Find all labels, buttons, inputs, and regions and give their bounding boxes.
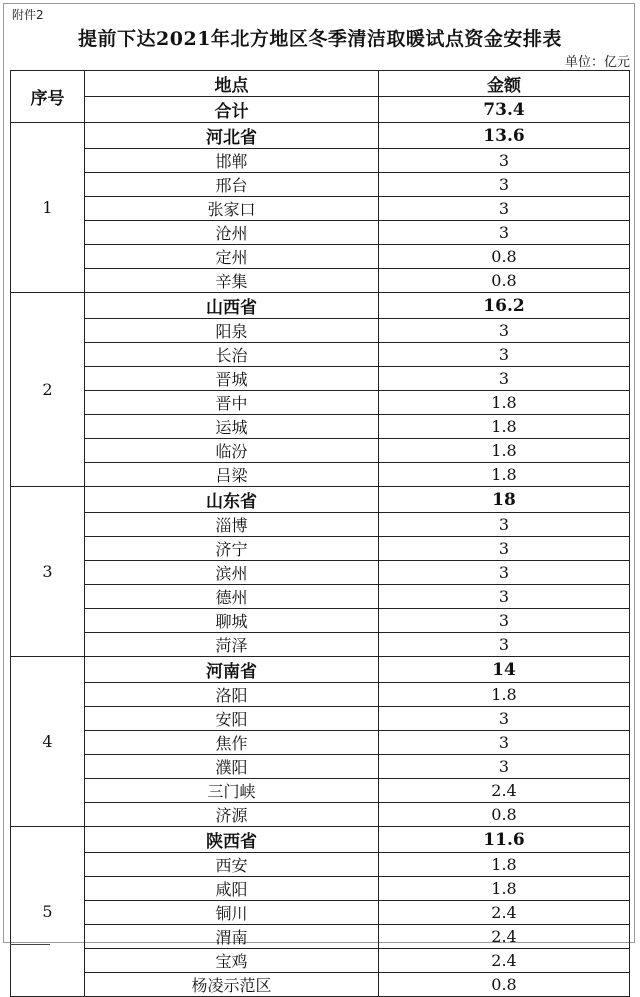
city-amount: 3: [379, 755, 630, 779]
city-name: 菏泽: [85, 633, 379, 657]
city-row: [11, 197, 630, 221]
city-row: [11, 173, 630, 197]
city-amount: 3: [379, 707, 630, 731]
province-amount: 14: [379, 657, 630, 683]
city-name: 三门峡: [85, 779, 379, 803]
city-name: 宝鸡: [85, 949, 379, 973]
city-row: [11, 877, 630, 901]
city-amount: 3: [379, 633, 630, 657]
unit-label: 单位：亿元: [564, 55, 630, 70]
city-amount: 1.8: [379, 877, 630, 901]
city-name: 濮阳: [85, 755, 379, 779]
city-amount: 3: [379, 609, 630, 633]
city-amount: 1.8: [379, 853, 630, 877]
total-label: 合计: [85, 97, 379, 123]
footer-divider: [10, 944, 50, 945]
group-seq: 2: [11, 293, 85, 487]
city-name: 济宁: [85, 537, 379, 561]
province-amount: 13.6: [379, 123, 630, 149]
city-name: 咸阳: [85, 877, 379, 901]
province-amount: 16.2: [379, 293, 630, 319]
city-name: 西安: [85, 853, 379, 877]
city-amount: 3: [379, 537, 630, 561]
province-row: [11, 123, 630, 149]
province-name: 河北省: [85, 123, 379, 149]
city-name: 阳泉: [85, 319, 379, 343]
city-amount: 0.8: [379, 245, 630, 269]
city-name: 邯郸: [85, 149, 379, 173]
city-row: [11, 755, 630, 779]
city-amount: 3: [379, 561, 630, 585]
city-amount: 3: [379, 343, 630, 367]
city-amount: 1.8: [379, 439, 630, 463]
city-amount: 2.4: [379, 901, 630, 925]
city-amount: 0.8: [379, 803, 630, 827]
city-row: [11, 391, 630, 415]
province-name: 陕西省: [85, 827, 379, 853]
city-row: [11, 901, 630, 925]
city-amount: 2.4: [379, 925, 630, 949]
city-row: [11, 633, 630, 657]
city-amount: 3: [379, 319, 630, 343]
city-row: [11, 973, 630, 997]
city-amount: 3: [379, 731, 630, 755]
header-seq: 序号: [11, 71, 85, 123]
allocation-table-body: [11, 71, 630, 997]
city-name: 定州: [85, 245, 379, 269]
city-row: [11, 343, 630, 367]
province-name: 山西省: [85, 293, 379, 319]
allocation-table: [10, 70, 630, 997]
total-amount: 73.4: [379, 97, 630, 123]
city-name: 沧州: [85, 221, 379, 245]
city-amount: 1.8: [379, 415, 630, 439]
city-row: [11, 779, 630, 803]
city-row: [11, 561, 630, 585]
group-seq: 5: [11, 827, 85, 997]
city-row: [11, 319, 630, 343]
province-row: [11, 827, 630, 853]
city-name: 张家口: [85, 197, 379, 221]
header-row: [11, 71, 630, 97]
city-amount: 3: [379, 173, 630, 197]
city-row: [11, 925, 630, 949]
city-amount: 3: [379, 513, 630, 537]
city-name: 晋城: [85, 367, 379, 391]
city-amount: 1.8: [379, 463, 630, 487]
city-name: 德州: [85, 585, 379, 609]
city-row: [11, 537, 630, 561]
city-row: [11, 731, 630, 755]
province-name: 河南省: [85, 657, 379, 683]
city-name: 滨州: [85, 561, 379, 585]
province-row: [11, 487, 630, 513]
city-name: 杨凌示范区: [85, 973, 379, 997]
city-row: [11, 367, 630, 391]
city-name: 邢台: [85, 173, 379, 197]
city-row: [11, 415, 630, 439]
city-name: 焦作: [85, 731, 379, 755]
city-name: 安阳: [85, 707, 379, 731]
city-name: 淄博: [85, 513, 379, 537]
city-amount: 2.4: [379, 949, 630, 973]
city-amount: 0.8: [379, 269, 630, 293]
city-name: 吕梁: [85, 463, 379, 487]
city-amount: 3: [379, 585, 630, 609]
city-row: [11, 949, 630, 973]
city-row: [11, 803, 630, 827]
group-seq: 1: [11, 123, 85, 293]
city-row: [11, 609, 630, 633]
attachment-label: 附件2: [12, 8, 44, 22]
city-row: [11, 221, 630, 245]
city-row: [11, 513, 630, 537]
header-amount: 金额: [379, 71, 630, 97]
city-name: 济源: [85, 803, 379, 827]
city-row: [11, 149, 630, 173]
city-name: 晋中: [85, 391, 379, 415]
page-title: 提前下达2021年北方地区冬季清洁取暖试点资金安排表: [78, 28, 562, 50]
city-row: [11, 853, 630, 877]
city-amount: 1.8: [379, 391, 630, 415]
city-amount: 3: [379, 367, 630, 391]
city-amount: 0.8: [379, 973, 630, 997]
province-row: [11, 657, 630, 683]
city-name: 长治: [85, 343, 379, 367]
city-name: 洛阳: [85, 683, 379, 707]
city-amount: 2.4: [379, 779, 630, 803]
city-amount: 3: [379, 197, 630, 221]
city-row: [11, 707, 630, 731]
city-row: [11, 463, 630, 487]
city-name: 渭南: [85, 925, 379, 949]
group-seq: 4: [11, 657, 85, 827]
city-row: [11, 269, 630, 293]
city-row: [11, 439, 630, 463]
group-seq: 3: [11, 487, 85, 657]
city-row: [11, 245, 630, 269]
city-row: [11, 683, 630, 707]
province-amount: 11.6: [379, 827, 630, 853]
city-name: 辛集: [85, 269, 379, 293]
city-name: 铜川: [85, 901, 379, 925]
city-amount: 3: [379, 149, 630, 173]
city-row: [11, 585, 630, 609]
city-name: 运城: [85, 415, 379, 439]
province-name: 山东省: [85, 487, 379, 513]
header-location: 地点: [85, 71, 379, 97]
province-amount: 18: [379, 487, 630, 513]
city-amount: 1.8: [379, 683, 630, 707]
city-amount: 3: [379, 221, 630, 245]
total-row: [11, 97, 630, 123]
province-row: [11, 293, 630, 319]
city-name: 聊城: [85, 609, 379, 633]
city-name: 临汾: [85, 439, 379, 463]
